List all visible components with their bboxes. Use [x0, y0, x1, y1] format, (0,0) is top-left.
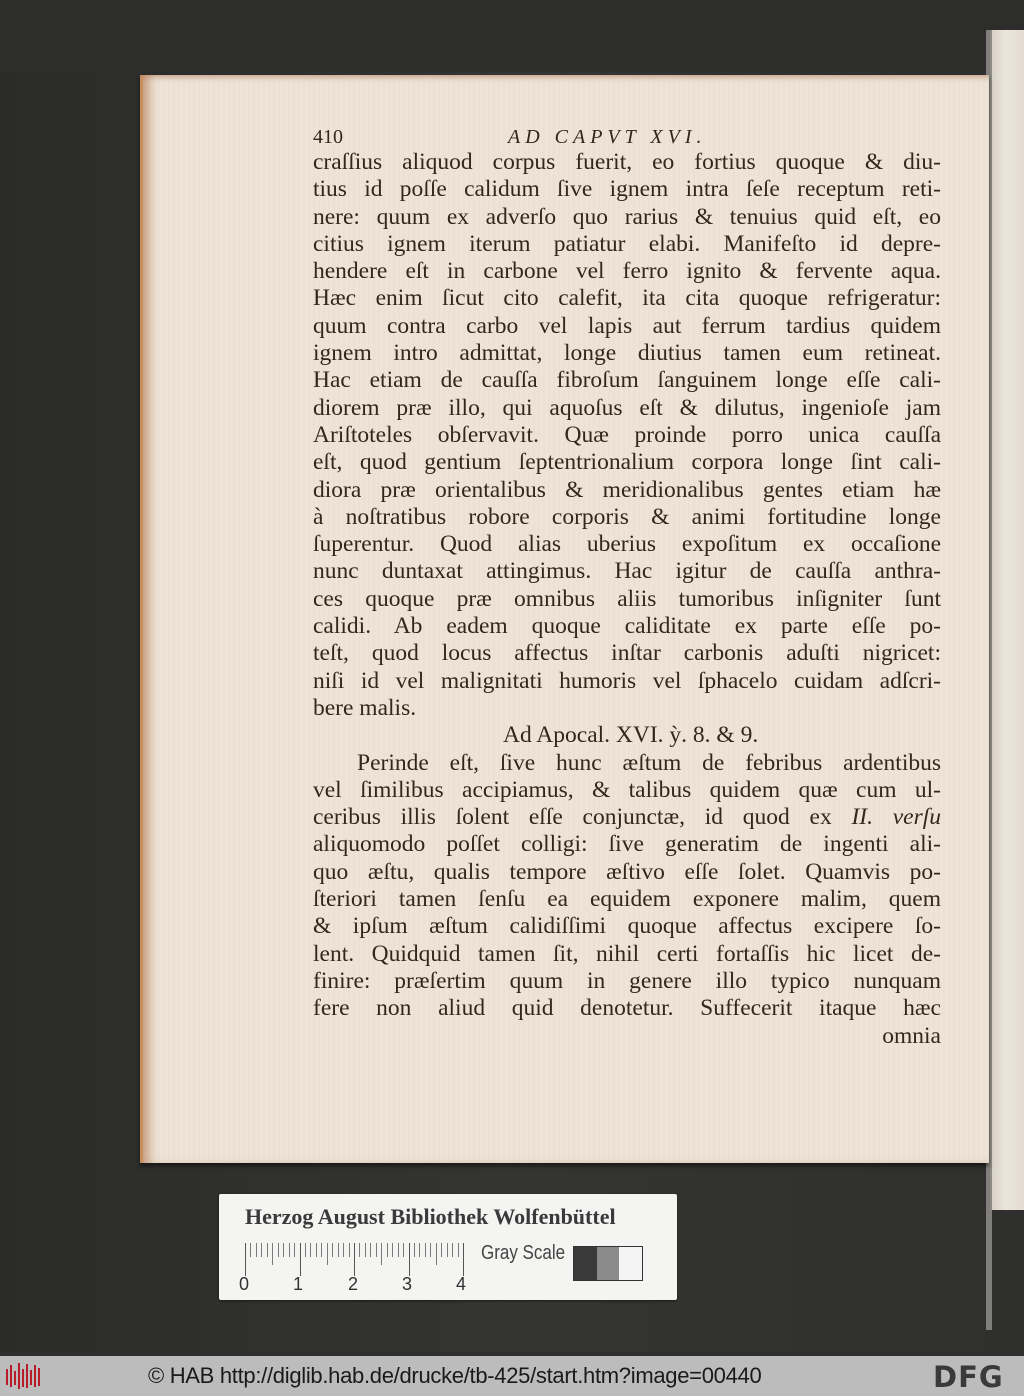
ruler-tick — [261, 1243, 262, 1257]
ruler-tick — [343, 1243, 344, 1257]
text-line: Perinde eſt, ſive hunc æſtum de febribus ardentibus — [357, 749, 941, 776]
ruler-label: 0 — [239, 1274, 250, 1294]
ruler-tick — [441, 1243, 442, 1257]
text-fragment: ceribus illis ſolent eſſe conjunctæ, id quod ex — [313, 804, 832, 831]
next-page-sliver — [990, 30, 1024, 1210]
text-line-with-reference — [313, 804, 941, 831]
ruler-tick — [267, 1243, 268, 1257]
ruler-tick — [294, 1243, 295, 1257]
ruler-tick — [414, 1243, 415, 1257]
running-head-title: AD CAPVT XVI. — [508, 126, 707, 148]
running-head — [313, 124, 941, 149]
measurement-ruler — [245, 1243, 475, 1279]
text-line: quum contra carbo vel lapis aut ferrum tardius quidem — [313, 312, 941, 339]
ruler-tick — [365, 1243, 366, 1257]
text-line: finire: præſertim quum in genere illo typico nunquam — [313, 967, 941, 994]
ruler-tick — [387, 1243, 388, 1257]
gray-scale-swatches — [573, 1246, 643, 1281]
ruler-tick — [409, 1243, 410, 1276]
ruler-tick — [305, 1243, 306, 1257]
ruler-tick — [316, 1243, 317, 1257]
ruler-tick — [370, 1243, 371, 1257]
ruler-tick — [349, 1243, 350, 1257]
ruler-tick — [327, 1243, 328, 1265]
ruler-tick — [425, 1243, 426, 1257]
ruler-tick — [436, 1243, 437, 1265]
ruler-tick — [354, 1243, 355, 1276]
ruler-tick — [392, 1243, 393, 1257]
ruler-tick — [463, 1243, 464, 1276]
text-line: ſuperentur. Quod alias uberius expoſitum ex occaſione — [313, 531, 941, 558]
text-line: aliquomodo poſſet colligi: ſive generatim de ingenti ali- — [313, 831, 941, 858]
ruler-tick — [376, 1243, 377, 1257]
ruler-label: 3 — [402, 1274, 413, 1294]
ruler-label: 2 — [348, 1274, 359, 1294]
catchword: omnia — [882, 1022, 941, 1049]
ruler-tick — [458, 1243, 459, 1257]
text-line: diora præ orientalibus & meridionalibus gentes etiam hæ — [313, 476, 941, 503]
footer-bar — [0, 1356, 1024, 1396]
ruler-tick — [403, 1243, 404, 1257]
ruler-tick — [419, 1243, 420, 1257]
ruler-label: 1 — [293, 1274, 304, 1294]
ruler-tick — [338, 1243, 339, 1257]
text-line: tius id poſſe calidum ſive ignem intra ſeſe receptum reti- — [313, 176, 941, 203]
ruler-tick — [283, 1243, 284, 1257]
text-line: eſt, quod gentium ſeptentrionalium corpora longe ſint cali- — [313, 449, 941, 476]
ruler-label: 4 — [456, 1274, 467, 1294]
ruler-tick — [321, 1243, 322, 1257]
verse-reference: II. verſu — [851, 804, 942, 831]
ruler-tick — [430, 1243, 431, 1257]
text-line: teſt, quod locus affectus inſtar carbonis aduſti nigricet: — [313, 640, 941, 667]
ruler-tick — [245, 1243, 246, 1276]
color-calibration-card — [219, 1194, 677, 1300]
library-name: Herzog August Bibliothek Wolfenbüttel — [245, 1204, 616, 1229]
ruler-tick — [447, 1243, 448, 1257]
ruler-tick — [278, 1243, 279, 1257]
ruler-tick — [359, 1243, 360, 1257]
gray-swatch — [619, 1247, 642, 1280]
text-line: hendere eſt in carbone vel ferro ignito & fervente aqua. — [313, 258, 941, 285]
text-line: Hac etiam de cauſſa fibroſum ſanguinem longe eſſe cali- — [313, 367, 941, 394]
text-line: citius ignem iterum patiatur elabi. Manifeſto id depre- — [313, 230, 941, 257]
text-line: & ipſum æſtum calidiſſimi quoque affectus excipere ſo- — [313, 913, 941, 940]
ruler-tick — [332, 1243, 333, 1257]
text-line: quo æſtu, qualis tempore æſtivo eſſe ſolet. Quamvis po- — [313, 858, 941, 885]
text-line: nunc duntaxat attingimus. Hac igitur de cauſſa anthra- — [313, 558, 941, 585]
ruler-tick — [256, 1243, 257, 1257]
ruler-tick — [300, 1243, 301, 1276]
scan-top-border — [0, 0, 1024, 72]
text-line: niſi id vel malignitati humoris vel ſphacelo cuidam adſcri- — [313, 667, 941, 694]
text-line: ignem intro admittat, longe diutius tamen eum retineat. — [313, 340, 941, 367]
ruler-tick — [452, 1243, 453, 1257]
text-line: diorem præ illo, qui aquoſus eſt & dilutus, ingenioſe jam — [313, 394, 941, 421]
ruler-tick — [250, 1243, 251, 1257]
text-line: vel ſimilibus accipiamus, & talibus quidem quæ cum ul- — [313, 776, 941, 803]
text-line: ſteriori tamen ſenſu ea equidem exponere malim, quem — [313, 886, 941, 913]
ruler-tick — [381, 1243, 382, 1265]
text-line: fere non aliud quid denotetur. Suffecerit itaque hæc — [313, 995, 941, 1022]
ruler-tick — [289, 1243, 290, 1257]
copyright-url: © HAB http://diglib.hab.de/drucke/tb-425/start.htm?image=00440 — [148, 1363, 762, 1388]
text-line: craſſius aliquod corpus fuerit, eo fortius quoque & diu- — [313, 149, 941, 175]
section-heading: Ad Apocal. XVI. ỳ. 8. & 9. — [503, 722, 759, 749]
text-line: calidi. Ab eadem quoque caliditate ex parte eſſe po- — [313, 613, 941, 640]
ruler-tick — [272, 1243, 273, 1265]
text-line: bere malis. — [313, 694, 417, 721]
dfg-logo-icon: DFG — [933, 1360, 1004, 1394]
text-line: à noſtratibus robore corporis & animi fortitudine longe — [313, 503, 941, 530]
text-line: Hæc enim ſicut cito calefit, ita cita quoque refrigeratur: — [313, 285, 941, 312]
page-number: 410 — [313, 126, 343, 148]
gray-swatch — [597, 1247, 620, 1280]
gray-swatch — [574, 1247, 597, 1280]
page-text — [313, 124, 941, 1050]
gray-scale-label: Gray Scale — [481, 1242, 566, 1264]
text-line: Ariſtoteles obſervavit. Quæ proinde porro unica cauſſa — [313, 421, 941, 448]
ruler-tick — [310, 1243, 311, 1257]
ruler-tick — [398, 1243, 399, 1257]
hab-logo-icon — [5, 1361, 45, 1391]
text-line: lent. Quidquid tamen ſit, nihil certi fortaſſis hic licet de- — [313, 940, 941, 967]
text-line: nere: quum ex adverſo quo rarius & tenuius quid eſt, eo — [313, 203, 941, 230]
text-line: ces quoque præ omnibus aliis tumoribus inſigniter ſunt — [313, 585, 941, 612]
